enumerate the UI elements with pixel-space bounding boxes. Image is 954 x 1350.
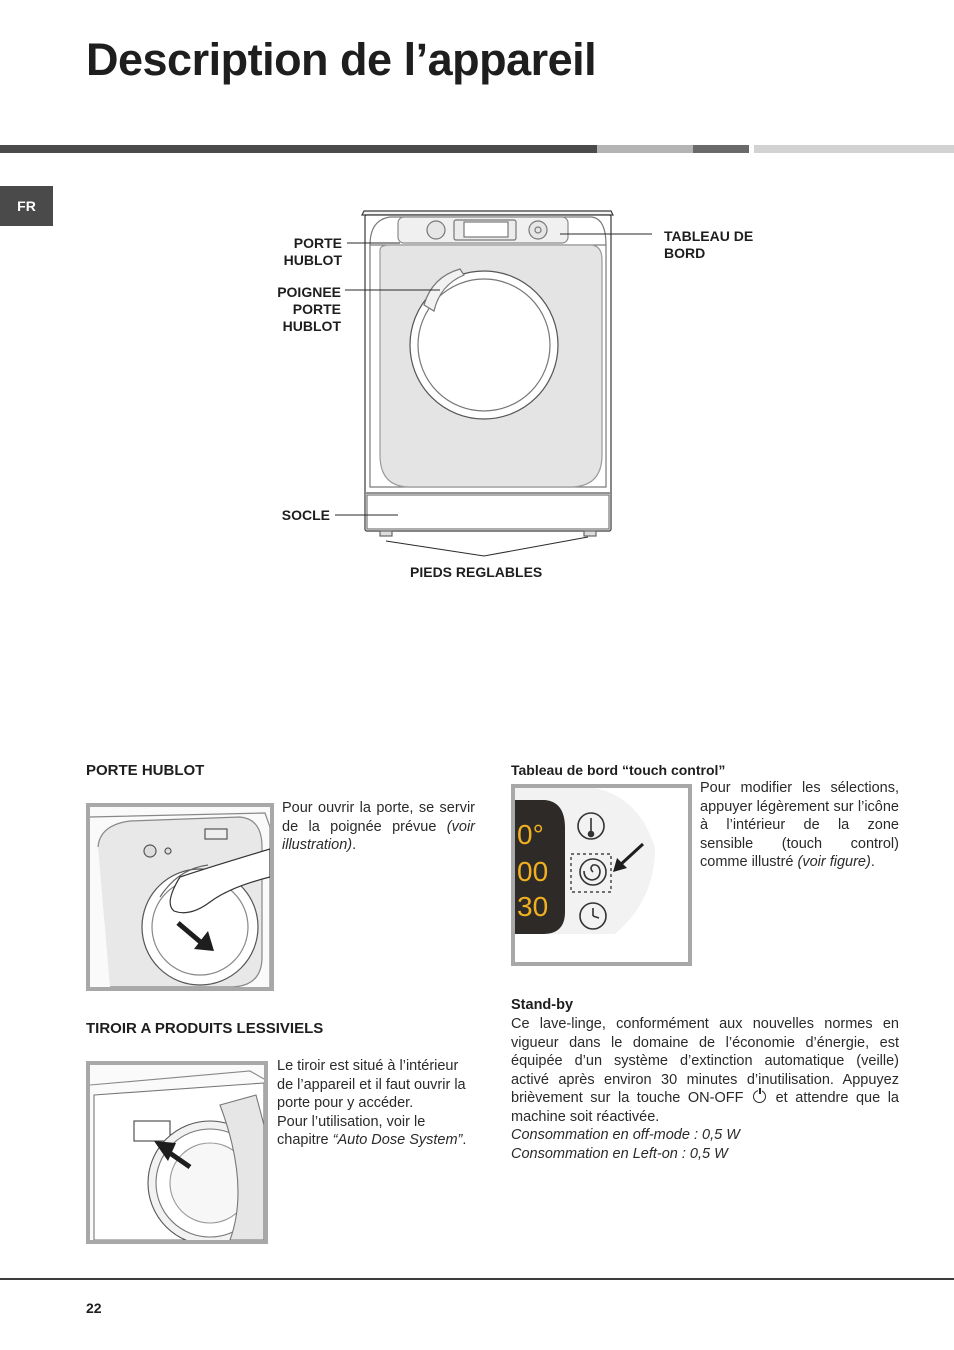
tableau-text-plain: Pour modifier les sélections, appuyer légèrement sur l’icône à l’intérieur de la zone sensible (touch control) comme illustré xyxy=(700,780,899,870)
tiroir-text-line2-end: . xyxy=(462,1132,467,1148)
standby-consumption-left xyxy=(511,1145,899,1164)
display-digit-mid: 00 xyxy=(517,856,549,887)
label-tableau-de-bord: TABLEAU DE BORD xyxy=(664,228,754,261)
page-number: 22 xyxy=(86,1300,102,1316)
display-digit-temp: 0° xyxy=(517,819,544,850)
label-porte-hublot: PORTE HUBLOT xyxy=(283,235,342,268)
standby-text xyxy=(511,1015,899,1163)
section-title-tableau: Tableau de bord “touch control” xyxy=(511,762,726,778)
tiroir-photo xyxy=(86,1061,268,1244)
section-title-standby: Stand-by xyxy=(511,997,574,1013)
language-tab: FR xyxy=(0,186,53,226)
tableau-text-italic: (voir figure) xyxy=(797,854,871,870)
porte-hublot-photo xyxy=(86,803,274,991)
tableau-text xyxy=(700,779,899,872)
tiroir-text-line1: Le tiroir est situé à l’intérieur de l’appareil et il faut ouvrir la porte pour y accéder. xyxy=(277,1058,466,1111)
footer-rule xyxy=(0,1278,954,1280)
porte-hublot-text-italic: (voir illustration) xyxy=(282,818,475,853)
section-title-tiroir: TIROIR A PRODUITS LESSIVIELS xyxy=(86,1020,324,1037)
label-socle: SOCLE xyxy=(281,507,330,523)
porte-hublot-text-end: . xyxy=(352,837,357,853)
section-title-porte-hublot: PORTE HUBLOT xyxy=(86,762,205,779)
touch-control-illustration xyxy=(515,788,688,962)
label-pieds-reglables: PIEDS REGLABLES xyxy=(410,564,543,580)
callout-lines xyxy=(0,0,954,600)
tiroir-text xyxy=(277,1057,475,1150)
tableau-text-end: . xyxy=(870,854,875,870)
tiroir-text-line2-italic: “Auto Dose System” xyxy=(332,1132,463,1148)
drawer-illustration xyxy=(90,1065,264,1240)
touch-control-photo xyxy=(511,784,692,966)
standby-paragraph xyxy=(511,1015,899,1126)
porte-hublot-text-plain: Pour ouvrir la porte, se servir de la poignée prévue xyxy=(282,800,475,835)
standby-consumption-off xyxy=(511,1126,899,1145)
label-poignee: POIGNEE PORTE HUBLOT xyxy=(277,284,341,334)
display-digit-time: 30 xyxy=(517,891,549,922)
tiroir-text-line2 xyxy=(277,1113,475,1150)
door-opening-illustration xyxy=(90,807,270,987)
standby-text-before-icon: Ce lave-linge, conformément aux nouvelles normes en vigueur dans le domaine de l’économie d’énergie, est équipée d’un système d’extinction automatique (veille) activé après environ 30 minutes d’inutilisation. Appuyez brièvement sur la touche ON-OFF xyxy=(511,1016,899,1106)
power-icon xyxy=(753,1090,766,1103)
page-title: Description de l’appareil xyxy=(86,34,597,85)
tiroir-text-line2-plain: Pour l’utilisation, voir le chapitre xyxy=(277,1113,426,1148)
standby-text-after-icon: et attendre que la machine soit réactivée. xyxy=(511,1090,899,1125)
standby-consumption-off-value: Consommation en off-mode : 0,5 W xyxy=(511,1127,740,1143)
porte-hublot-text xyxy=(282,799,475,855)
standby-consumption-left-value: Consommation en Left-on : 0,5 W xyxy=(511,1145,728,1162)
